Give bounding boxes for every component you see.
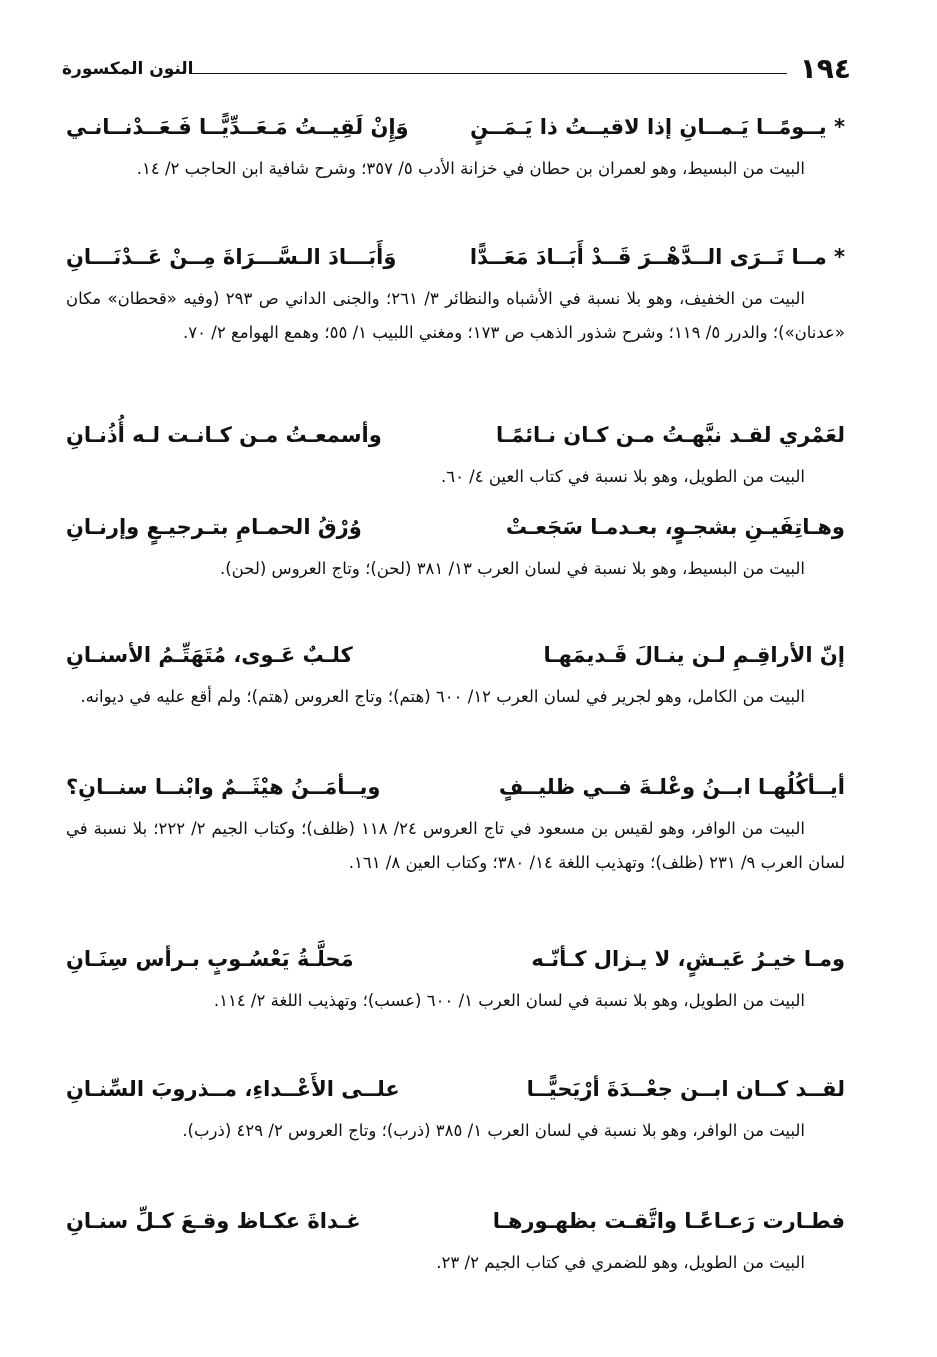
verse-commentary: البيت من الوافر، وهو لقيس بن مسعود في تاج العروس ٢٤/ ١١٨ (ظلف)؛ وكتاب الجيم ٢/ ٢٢٢؛ بلا نسبة في لسان العرب ٩/ ٢٣١ (ظلف)؛ وتهذيب اللغة ١٤/ ٣٨٠؛ وكتاب العين ٨/ ١٦١.: [66, 819, 845, 872]
first-hemistich: إنّ الأراقِـمِ لـن ينـالَ قَـديمَهـا: [543, 643, 845, 667]
poetry-entry: [66, 630, 845, 714]
verse-line: [66, 232, 845, 282]
second-hemistich: علــى الأَعْــداءِ، مــذروبَ السِّنـانِ: [66, 1077, 400, 1101]
verse-line: [66, 1064, 845, 1114]
verse-commentary: البيت من الطويل، وهو بلا نسبة في لسان العرب ١/ ٦٠٠ (عسب)؛ وتهذيب اللغة ٢/ ١١٤.: [213, 991, 805, 1010]
second-hemistich: كلـبٌ عَـوى، مُتَهَتِّـمُ الأسنـانِ: [66, 643, 353, 667]
first-hemistich: فطـارت رَعـاعًـا واتَّقـت بظهـورهـا: [492, 1209, 845, 1233]
verse-commentary: البيت من الطويل، وهو بلا نسبة في كتاب العين ٤/ ٦٠.: [440, 467, 805, 486]
verse-commentary: البيت من البسيط، وهو بلا نسبة في لسان العرب ١٣/ ٣٨١ (لحن)؛ وتاج العروس (لحن).: [219, 559, 805, 578]
verse-line: [66, 762, 845, 812]
verse-line: [66, 1196, 845, 1246]
page-header: [62, 52, 851, 86]
first-hemistich: * مــا تَــرَى الــدَّهْــرَ قَــدْ أَبَــادَ مَعَــدًّا: [469, 245, 845, 269]
second-hemistich: وَأَبَـــادَ الـسَّـــرَاةَ مِــنْ عَــدْنَـــانِ: [66, 245, 397, 269]
poetry-entry: [66, 762, 845, 880]
header-rule: [190, 73, 787, 74]
second-hemistich: مَحلَّـةُ يَعْسُـوبٍ بـرأس سِنَـانِ: [66, 947, 354, 971]
poetry-entry: [66, 1196, 845, 1280]
first-hemistich: ومـا خيـرُ عَيـشٍ، لا يـزال كـأنّـه: [531, 947, 845, 971]
poetry-entry: [66, 1064, 845, 1148]
first-hemistich: * يــومًــا يَـمــانِ إذا لاقيــتُ ذا يَـمَــنٍ: [470, 115, 845, 139]
verse-line: [66, 934, 845, 984]
first-hemistich: لعَمْري لقـد نبَّهـتُ مـن كـان نـائمًـا: [496, 423, 845, 447]
page-number: ١٩٤: [799, 52, 851, 85]
first-hemistich: لقــد كــان ابــن جعْــدَةَ أرْيَحيًّــا: [526, 1077, 845, 1101]
verse-line: [66, 102, 845, 152]
verse-line: [66, 410, 845, 460]
verse-line: [66, 630, 845, 680]
first-hemistich: أيــأكُلُهـا ابــنُ وعْلـةَ فــي ظليــفٍ: [498, 775, 845, 799]
poetry-entry: [66, 102, 845, 186]
verse-commentary: البيت من الطويل، وهو للضمري في كتاب الجيم ٢/ ٢٣.: [436, 1253, 805, 1272]
second-hemistich: وَإِنْ لَقِيــتُ مَـعَــدِّيًّــا فَـعَــدْنــانـي: [66, 115, 409, 139]
poetry-entry: [66, 502, 845, 586]
verse-line: [66, 502, 845, 552]
poetry-entry: [66, 934, 845, 1018]
second-hemistich: وأسمعـتُ مـن كـانـت لـه أُذُنـانِ: [66, 423, 382, 447]
second-hemistich: غـداةَ عكـاظ وقـعَ كـلِّ سنـانِ: [66, 1209, 361, 1233]
first-hemistich: وهـاتِفَيـنِ بشجـوٍ، بعـدمـا سَجَعـتْ: [505, 515, 845, 539]
verse-commentary: البيت من الخفيف، وهو بلا نسبة في الأشباه والنظائر ٣/ ٢٦١؛ والجنى الداني ص ٢٩٣ (وفيه «قحطان» مكان «عدنان»)؛ والدرر ٥/ ١١٩؛ وشرح شذور الذهب ص ١٧٣؛ ومغني اللبيب ١/ ٥٥؛ وهمع الهوامع ٢/ ٧٠.: [66, 289, 845, 342]
verse-commentary: البيت من الكامل، وهو لجرير في لسان العرب ١٢/ ٦٠٠ (هتم)؛ وتاج العروس (هتم)؛ ولم أقع عليه في ديوانه.: [80, 687, 805, 706]
poetry-entry: [66, 232, 845, 350]
running-title: النون المكسورة: [62, 59, 194, 79]
poetry-entry: [66, 410, 845, 494]
second-hemistich: ويــأمَــنُ هيْثَــمٌ وابْنــا سنــانِ؟: [66, 775, 381, 799]
verse-commentary: البيت من الوافر، وهو بلا نسبة في لسان العرب ١/ ٣٨٥ (ذرب)؛ وتاج العروس ٢/ ٤٢٩ (ذرب).: [182, 1121, 805, 1140]
second-hemistich: وُرْقُ الحمـامِ بتـرجيـعٍ وإرنـانِ: [66, 515, 362, 539]
verse-commentary: البيت من البسيط، وهو لعمران بن حطان في خزانة الأدب ٥/ ٣٥٧؛ وشرح شافية ابن الحاجب ٢/ ١٤.: [136, 159, 805, 178]
